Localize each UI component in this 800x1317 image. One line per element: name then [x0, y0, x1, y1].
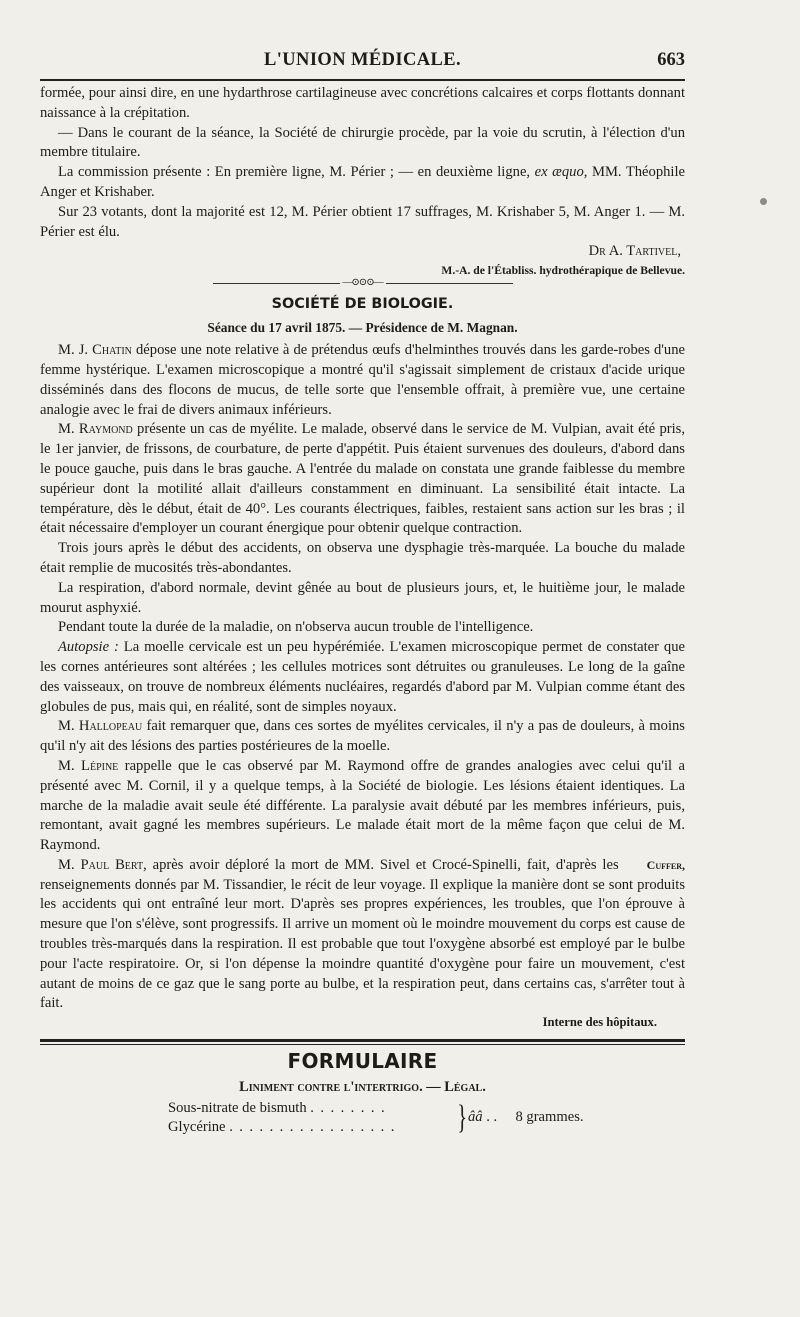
header-rule — [40, 79, 685, 81]
page-number: 663 — [657, 50, 685, 70]
raymond-name: M. Raymond — [58, 421, 133, 438]
section-title: SOCIÉTÉ DE BIOLOGIE. — [271, 296, 454, 313]
intro-paragraph-1: formée, pour ainsi dire, en une hydarthrose cartilagineuse avec concrétions calcaires et corps flottants donnant naissance à la crépitation. — [40, 85, 685, 121]
bert-name: M. Paul Bert — [58, 856, 144, 873]
running-title: L'UNION MÉDICALE. — [264, 50, 461, 70]
session-line: Séance du 17 avril 1875. — Présidence de M. Magnan. — [207, 320, 518, 336]
dose-dots: . . — [486, 1109, 498, 1126]
chatin-text: dépose une note relative à de prétendus œufs d'helminthes trouvés dans les garde-robes d'une femme hystérique. L'examen microscopique a montré qu'il s'agissait simplement de cristaux d'acide urique disséminés dans des flocons de mucus, de telle sorte que l'ensemble offrait, à première vue, une certaine analogie avec le frai de divers animaux inférieurs. — [40, 342, 685, 418]
margin-dot-icon — [760, 198, 767, 205]
ingredients-list — [168, 1099, 685, 1139]
pendant-paragraph: Pendant toute la durée de la maladie, on n'observa aucun trouble de l'intelligence. — [58, 619, 534, 636]
hallopeau-name: M. Hallopeau — [58, 718, 143, 735]
hallopeau-text: fait remarquer que, dans ces sortes de myélites cervicales, il n'y a pas de douleurs, à moins qu'il n'y ait des lésions des parties postérieures de la moelle. — [40, 718, 685, 755]
hallopeau-paragraph — [40, 717, 685, 757]
autopsie-paragraph — [40, 638, 685, 717]
chatin-name: M. J. Chatin — [58, 342, 132, 359]
chatin-paragraph — [40, 341, 685, 420]
cuffer-affiliation: Interne des hôpitaux. — [542, 1015, 657, 1030]
ingredient-row — [168, 1118, 396, 1137]
formula-heading: Liniment contre l'intertrigo. — Légal. — [239, 1079, 486, 1096]
ingredient-name: Glycérine — [168, 1119, 226, 1136]
intro-paragraph-2: — Dans le courant de la séance, la Société de chirurgie procède, par la voie du scrutin, à l'élection d'un membre titulaire. — [40, 124, 685, 161]
ex-aequo-text: ex æquo — [534, 164, 584, 181]
signature-name-text: Dr A. Tartivel, — [588, 243, 681, 260]
ingredient-name: Sous-nitrate de bismuth — [168, 1100, 307, 1117]
intro-paragraph-4: Sur 23 votants, dont la majorité est 12, M. Périer obtient 17 suffrages, M. Krishaber 5, M. Anger 1. — M. Périer est élu. — [40, 203, 685, 240]
autopsie-text: La moelle cervicale est un peu hypérémiée. L'examen microscopique permet de constater que les cornes antérieures sont altérées ; les cellules motrices sont détruites ou granuleuses. Le long de la gaîne des vaisseaux, on trouve de nombreux éléments nucléaires, regardés d'abord par M. Vulpian comme étant des globules de pus, mais qui, en réalité, sont de simples noyaux. — [40, 639, 685, 715]
ingredient-dots: . . . . . . . . . . . . . . . . . — [229, 1119, 396, 1136]
bert-text: , après avoir déploré la mort de MM. Sivel et Crocé-Spinelli, fait, d'après les renseignements donnés par M. Tissandier, le récit de leur voyage. Il explique la manière dont se sont produits les accidents qui ont entraîné leur mort. D'après ses propres expériences, les troubles, que l'on éprouve à mesure que l'on s'élève, sont progressifs. Il arrive un moment où le moindre mouvement du corps est cause de troubles très-marqués dans la respiration. Il est probable que tout l'oxygène absorbé est employé par le bulbe pour l'acte respiratoire. Or, si l'on dépense la moindre quantité d'oxygène pour faire un mouvement, c'est autant de moins de ce gaz que le sang porte au bulbe, et la respiration peut, dans certains cas, s'arrêter tout à fait. — [40, 856, 685, 1012]
commission-text: La commission présente : En première ligne, M. Périer ; — en deuxième ligne, — [58, 164, 535, 181]
page-header — [40, 44, 685, 74]
brace-icon: } — [457, 1099, 468, 1137]
respiration-paragraph: La respiration, d'abord normale, devint gênée au bout de plusieurs jours, et, le huitième jour, le malade mourut asphyxié. — [40, 579, 685, 616]
autopsie-label: Autopsie : — [58, 639, 119, 656]
dose-abbr: ââ — [468, 1109, 483, 1126]
dose-quantity: 8 grammes. — [515, 1109, 584, 1126]
commission-text-end: , MM. Théophile Anger et Krishaber. — [40, 164, 686, 200]
cuffer-signature: Cuffer, — [646, 857, 685, 872]
formulaire-title: FORMULAIRE — [287, 1049, 438, 1074]
trois-jours-paragraph: Trois jours après le début des accidents, on observa une dysphagie très-marquée. La bouche du malade était remplie de mucosités très-abondantes. — [40, 540, 685, 576]
raymond-paragraph — [40, 420, 685, 539]
lepine-text: rappelle que le cas observé par M. Raymond offre de grandes analogies avec celui qu'il a présenté avec M. Cornil, il y a quelque temps, à la Société de biologie. Les lésions étaient identiques. La marche de la maladie avait seule été différente. La paralysie avait débuté par les membres inférieurs, puis, remontant, avait gagné les membres supérieurs. Le malade était mort de la même façon que celui de M. Raymond. — [40, 757, 685, 854]
raymond-text: présente un cas de myélite. Le malade, observé dans le service de M. Vulpian, avait été pris, le 1er janvier, de frissons, de courbature, de perte d'appétit. Puis étaient survenues des douleurs, d'abord dans le pouce gauche, puis dans le bras gauche. A l'entrée du malade on constata une grande faiblesse du membre supérieur dont la motilité allait d'ailleurs constamment en diminuant. La sensibilité était intacte. La température, dès le début, était de 40°. Les courants électriques, faibles, restaient sans action sur les bras ; il était nécessaire d'employer un courant énergique pour obtenir quelque contraction. — [40, 421, 685, 537]
lepine-name: M. Lépine — [58, 757, 119, 774]
ingredient-row — [168, 1099, 386, 1118]
signature-name — [40, 242, 685, 262]
intro-paragraph-3 — [40, 163, 685, 203]
bert-paragraph — [40, 856, 685, 1014]
ingredient-dots: . . . . . . . . — [310, 1100, 387, 1117]
formulaire-rule — [40, 1039, 685, 1045]
signature-affiliation: M.-A. de l'Établiss. hydrothérapique de Bellevue. — [441, 264, 685, 278]
separator-ornament: —⊙⊙⊙— — [339, 277, 385, 289]
section-separator — [213, 277, 513, 289]
ingredient-dose — [468, 1108, 584, 1127]
lepine-paragraph — [40, 757, 685, 856]
page-content — [40, 84, 685, 1139]
